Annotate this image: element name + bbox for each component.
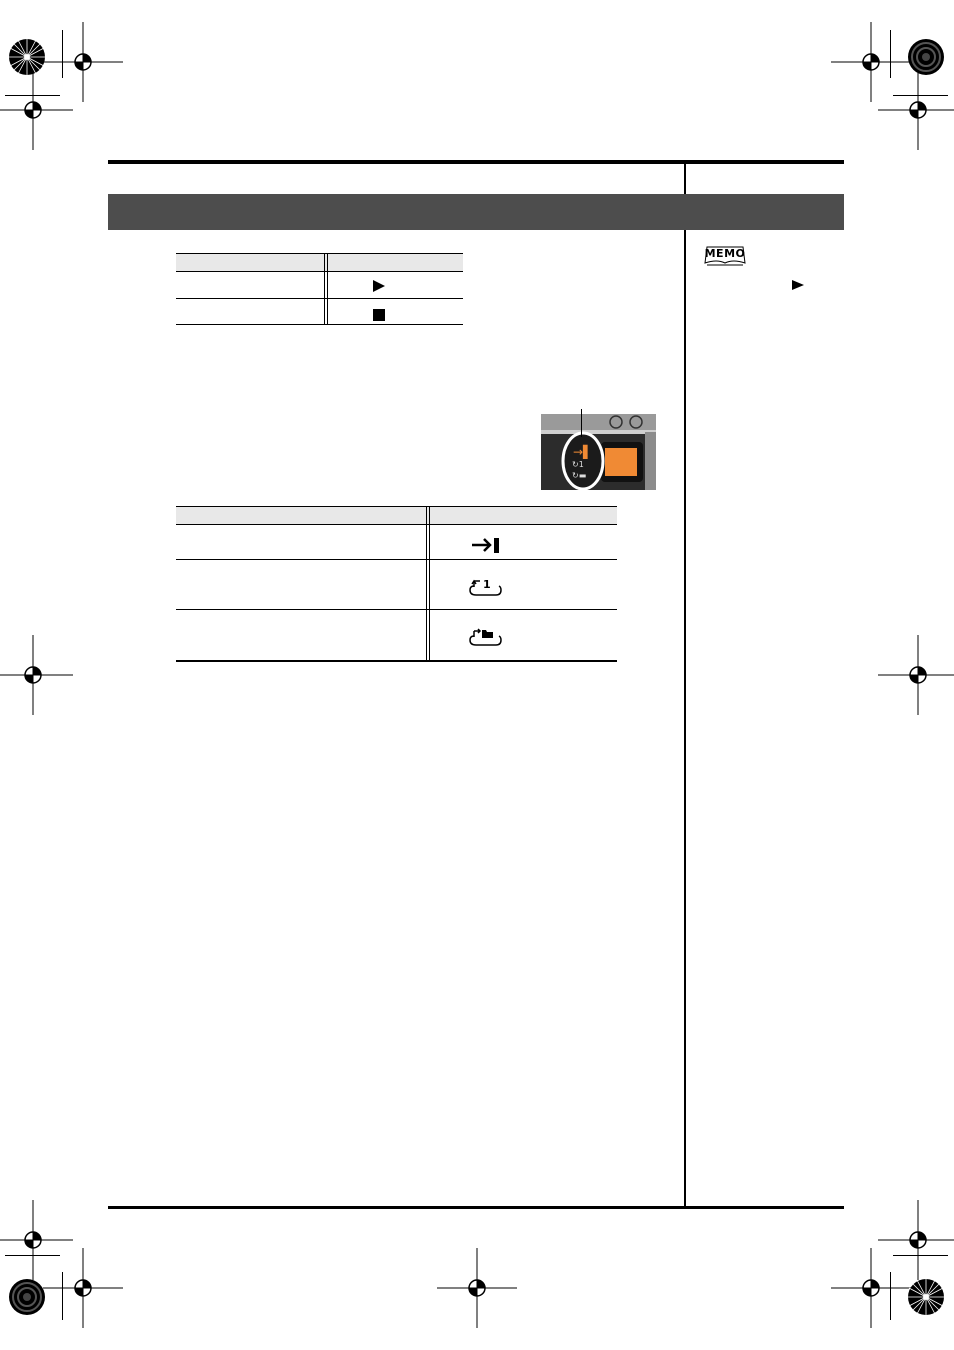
skip-to-end-icon xyxy=(470,536,502,554)
registration-mark-icon xyxy=(0,635,73,715)
registration-mark-icon xyxy=(878,70,954,150)
sidebar-divider xyxy=(684,164,686,1208)
table-header xyxy=(176,253,463,272)
crop-line xyxy=(62,30,63,78)
registration-mark-icon xyxy=(437,1248,517,1328)
row-divider xyxy=(176,660,617,662)
row-divider xyxy=(176,324,463,325)
color-wheel-icon xyxy=(906,1277,946,1317)
top-rule xyxy=(108,160,844,164)
row-divider xyxy=(176,559,617,560)
svg-text:↻▬: ↻▬ xyxy=(572,471,587,480)
play-mode-table xyxy=(176,506,617,662)
svg-text:→▌: →▌ xyxy=(573,445,593,459)
svg-text:↻1: ↻1 xyxy=(572,460,584,469)
play-triangle-icon xyxy=(371,278,387,294)
crop-line xyxy=(890,1272,891,1320)
registration-mark-icon xyxy=(43,1248,123,1328)
column-divider xyxy=(426,506,427,661)
registration-mark-icon xyxy=(0,70,73,150)
memo-label: MEMO xyxy=(704,247,746,260)
table-header xyxy=(176,506,617,525)
column-divider xyxy=(324,253,325,325)
repeat-one-icon xyxy=(468,576,504,598)
registration-mark-icon xyxy=(878,635,954,715)
crop-line xyxy=(5,1255,60,1256)
crop-line xyxy=(893,1255,948,1256)
column-divider xyxy=(429,506,430,661)
callout-leader xyxy=(581,409,582,437)
play-stop-table xyxy=(176,253,463,325)
row-divider xyxy=(176,609,617,610)
play-triangle-icon xyxy=(791,276,805,288)
stop-square-icon xyxy=(373,306,385,318)
repeat-folder-icon xyxy=(468,626,504,648)
section-title-bar xyxy=(108,194,844,230)
color-wheel-icon xyxy=(7,37,47,77)
svg-text:1: 1 xyxy=(483,578,491,591)
crop-line xyxy=(893,95,948,96)
column-divider xyxy=(327,253,328,325)
crop-line xyxy=(890,30,891,78)
bottom-rule xyxy=(108,1206,844,1209)
registration-mark-icon xyxy=(878,1200,954,1280)
color-wheel-icon xyxy=(7,1277,47,1317)
crop-line xyxy=(62,1272,63,1320)
device-display-photo xyxy=(541,414,656,490)
memo-badge xyxy=(703,245,747,267)
color-wheel-icon xyxy=(906,37,946,77)
crop-line xyxy=(5,95,60,96)
row-divider xyxy=(176,298,463,299)
